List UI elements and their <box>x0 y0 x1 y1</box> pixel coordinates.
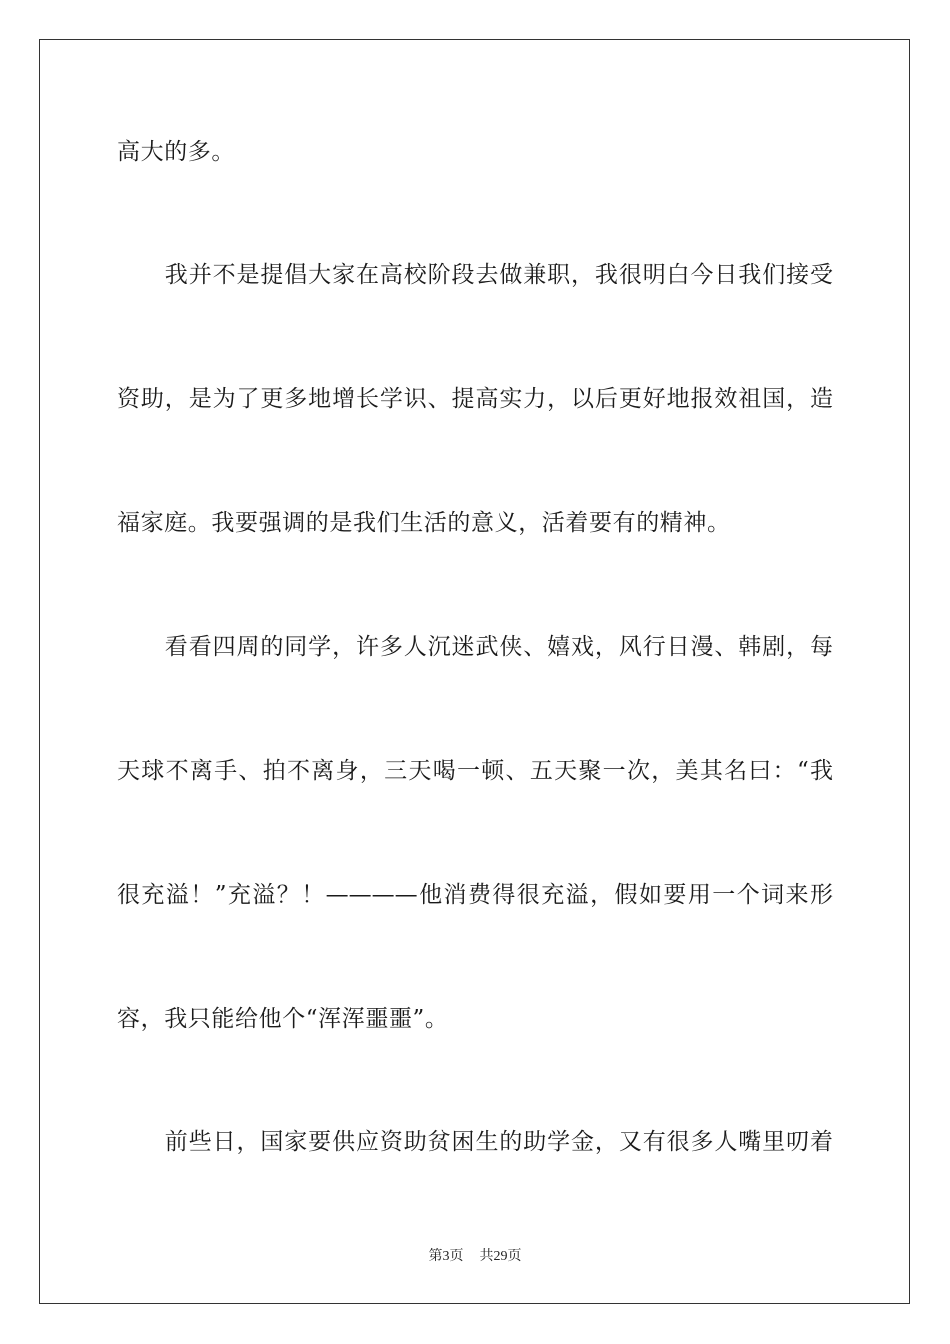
text-line: 容，我只能给他个“浑浑噩噩”。 <box>117 1006 449 1032</box>
page-footer <box>0 1248 950 1266</box>
total-pages: 共29页 <box>479 1249 522 1264</box>
text-line: 我并不是提倡大家在高校阶段去做兼职，我很明白今日我们接受 <box>117 262 833 288</box>
text-line: 资助，是为了更多地增长学识、提高实力，以后更好地报效祖国，造 <box>117 386 833 412</box>
page-number: 第3页 <box>428 1249 464 1264</box>
text-line: 福家庭。我要强调的是我们生活的意义，活着要有的精神。 <box>117 510 731 536</box>
text-line: 很充溢！”充溢？！————他消费得很充溢，假如要用一个词来形 <box>117 882 833 908</box>
page-border <box>39 39 910 1304</box>
text-line: 看看四周的同学，许多人沉迷武侠、嬉戏，风行日漫、韩剧，每 <box>117 634 833 660</box>
text-line: 天球不离手、拍不离身，三天喝一顿、五天聚一次，美其名曰：“我 <box>117 758 833 784</box>
text-line: 高大的多。 <box>117 139 235 165</box>
text-line: 前些日，国家要供应资助贫困生的助学金，又有很多人嘴里叨着 <box>117 1129 833 1155</box>
